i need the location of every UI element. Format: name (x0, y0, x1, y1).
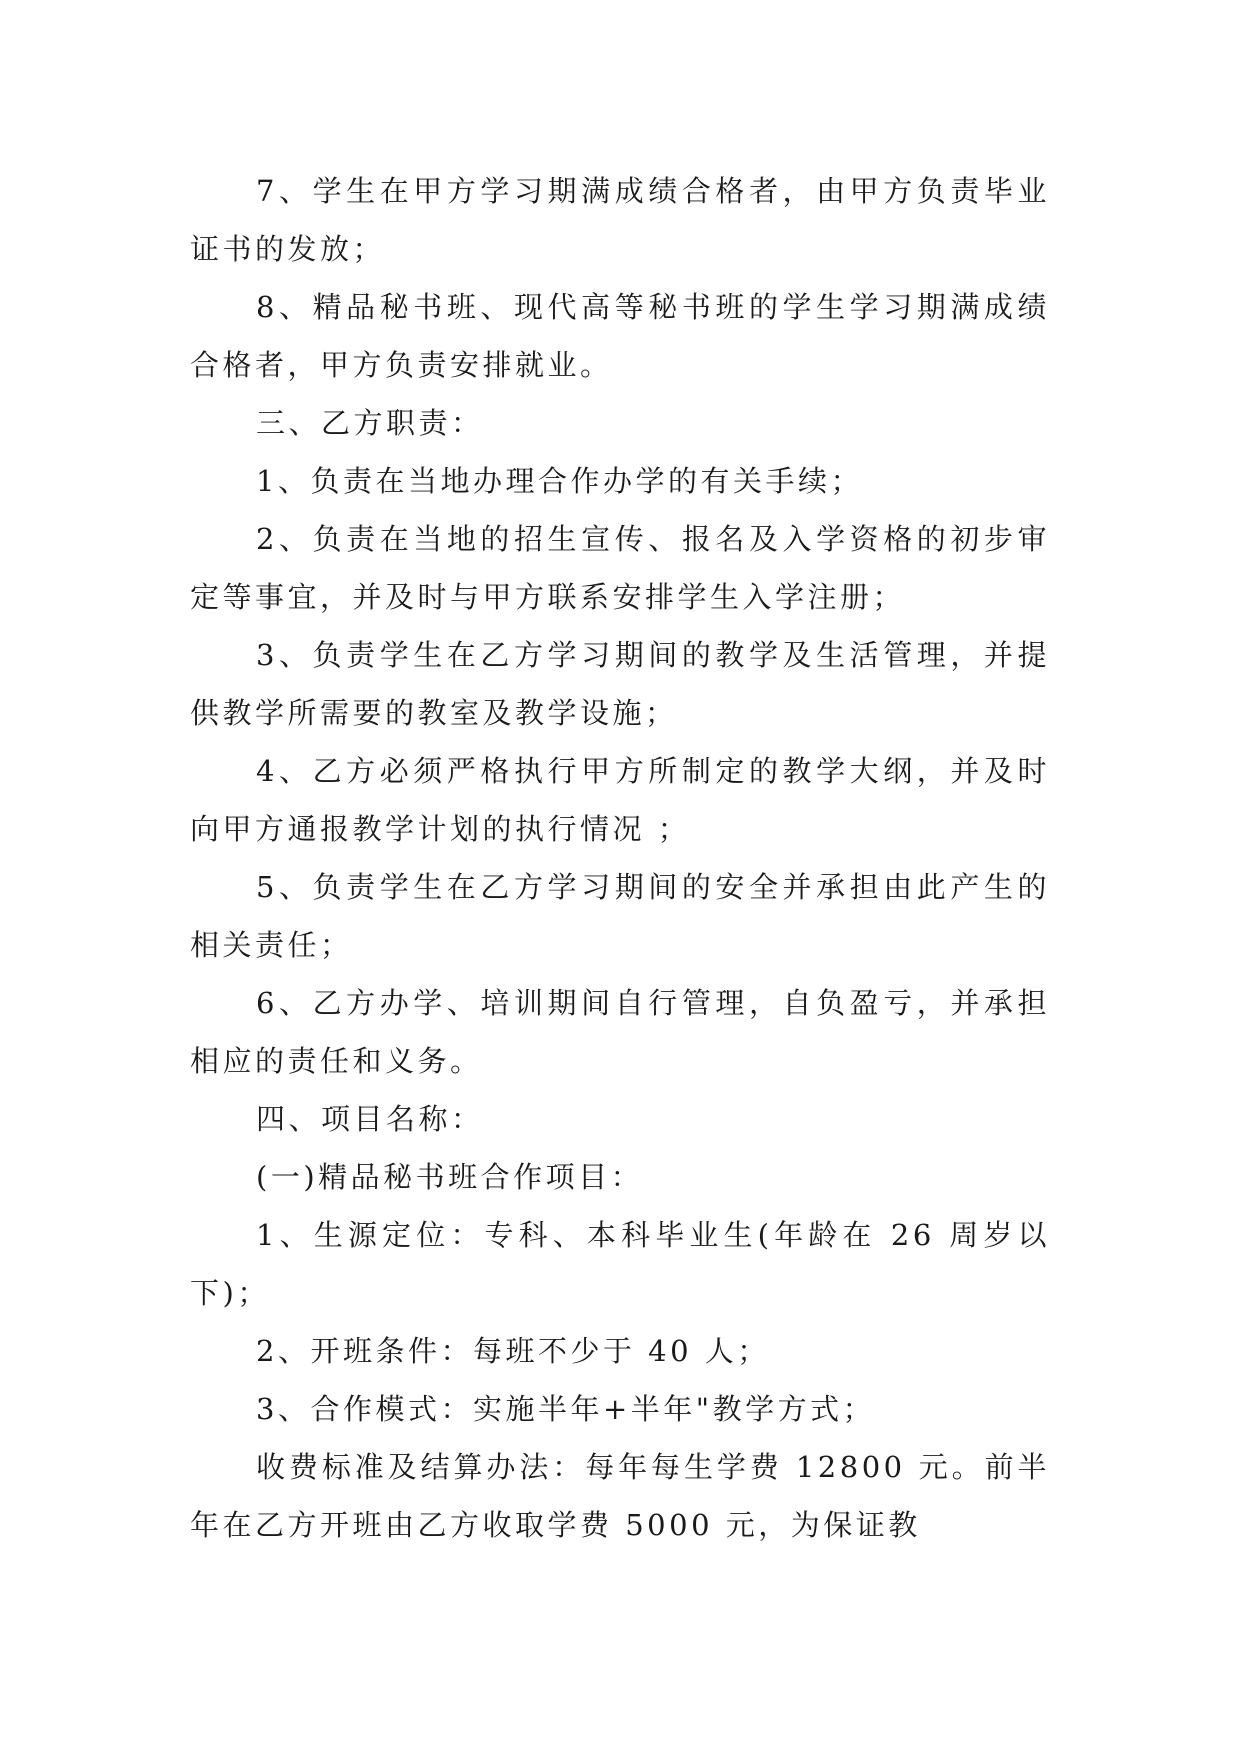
paragraph-duty-3: 3、负责学生在乙方学习期间的教学及生活管理，并提供教学所需要的教室及教学设施； (190, 638, 1050, 730)
paragraph-fee-standard: 收费标准及结算办法：每年每生学费 12800 元。前半年在乙方开班由乙方收取学费 5000 元，为保证教 (190, 1450, 1050, 1542)
paragraph-project-1: 1、生源定位：专科、本科毕业生(年龄在 26 周岁以下)； (190, 1218, 1050, 1310)
paragraph-duty-2: 2、负责在当地的招生宣传、报名及入学资格的初步审定等事宜，并及时与甲方联系安排学生入学注册； (190, 522, 1050, 614)
paragraph-project-2: 2、开班条件：每班不少于 40 人； (256, 1334, 770, 1368)
subsection-heading-secretary-class: (一)精品秘书班合作项目： (256, 1160, 644, 1194)
paragraph-item-8: 8、精品秘书班、现代高等秘书班的学生学习期满成绩合格者，甲方负责安排就业。 (190, 290, 1050, 382)
paragraph-duty-5: 5、负责学生在乙方学习期间的安全并承担由此产生的相关责任； (190, 870, 1050, 962)
paragraph-project-3: 3、合作模式：实施半年+半年"教学方式； (256, 1392, 876, 1426)
paragraph-duty-4: 4、乙方必须严格执行甲方所制定的教学大纲，并及时向甲方通报教学计划的执行情况 ； (190, 754, 1050, 846)
document-body (190, 162, 1050, 1554)
paragraph-duty-6: 6、乙方办学、培训期间自行管理，自负盈亏，并承担相应的责任和义务。 (190, 986, 1050, 1078)
section-heading-party-b-duties: 三、乙方职责： (256, 406, 484, 440)
paragraph-item-7: 7、学生在甲方学习期满成绩合格者，由甲方负责毕业证书的发放； (190, 174, 1050, 266)
paragraph-duty-1: 1、负责在当地办理合作办学的有关手续； (256, 464, 863, 498)
section-heading-project-name: 四、项目名称： (256, 1102, 484, 1136)
